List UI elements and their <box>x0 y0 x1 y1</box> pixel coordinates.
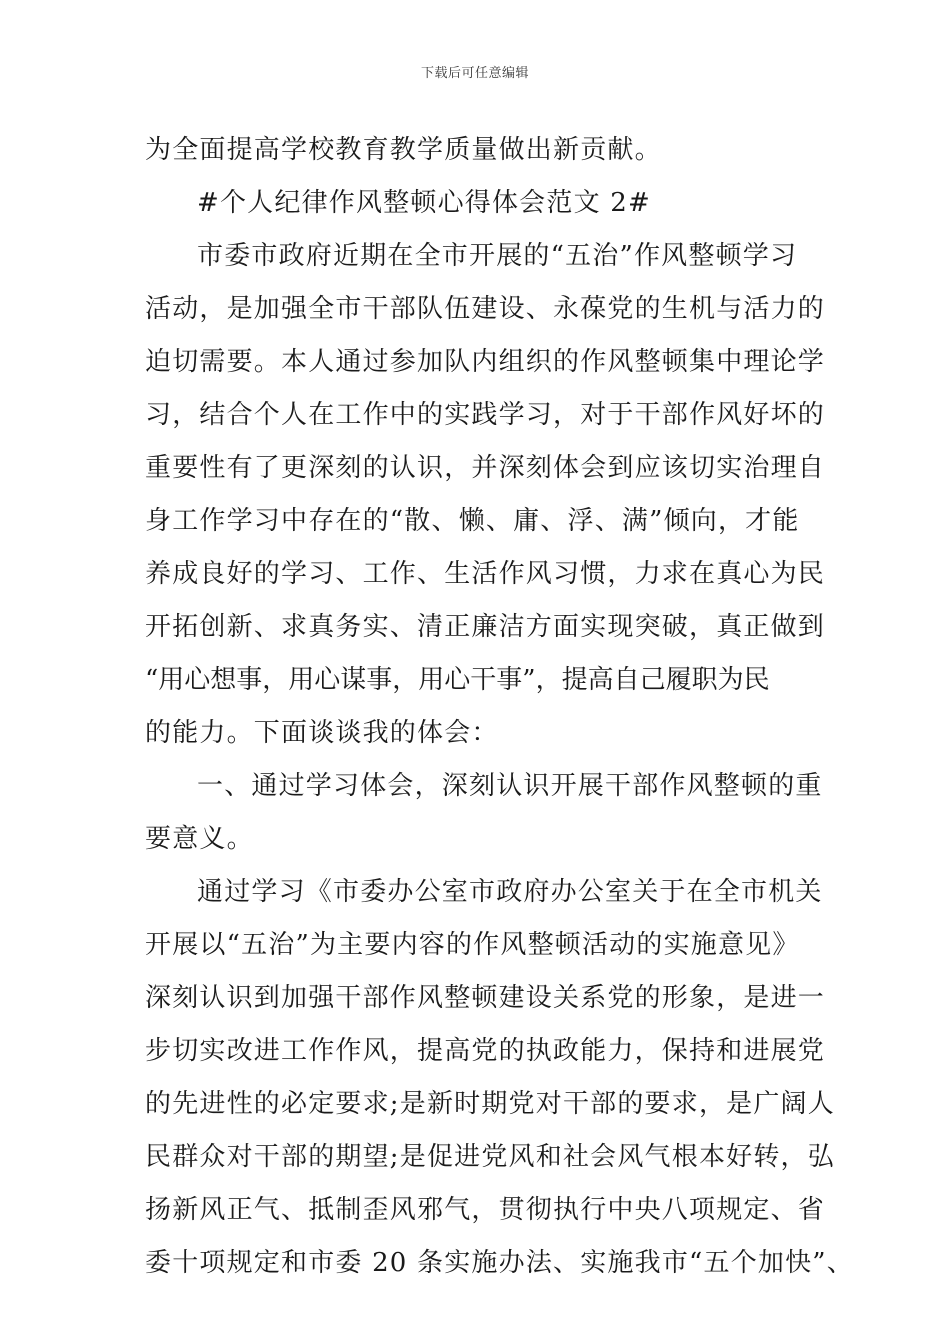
paragraph-line: 习，结合个人在工作中的实践学习，对于干部作风好坏的 <box>145 400 826 430</box>
paragraph-line: 的先进性的必定要求;是新时期党对干部的要求，是广阔人 <box>145 1089 835 1119</box>
paragraph-line: 民群众对干部的期望;是促进党风和社会风气根本好转，弘 <box>145 1142 835 1172</box>
paragraph-line: 扬新风正气、抵制歪风邪气，贯彻执行中央八项规定、省 <box>145 1195 826 1225</box>
paragraph-line: 养成良好的学习、工作、生活作风习惯，力求在真心为民 <box>145 559 826 589</box>
paragraph-line: 委十项规定和市委 20 条实施办法、实施我市“五个加快”、 <box>145 1248 854 1278</box>
paragraph-line: 的能力。下面谈谈我的体会： <box>145 718 499 748</box>
paragraph-line: 活动，是加强全市干部队伍建设、永葆党的生机与活力的 <box>145 294 826 324</box>
subheading-line: 要意义。 <box>145 824 254 854</box>
paragraph-line: 开拓创新、求真务实、清正廉洁方面实现突破，真正做到 <box>145 612 826 642</box>
subheading-line: 一、通过学习体会，深刻认识开展干部作风整顿的重 <box>197 771 823 801</box>
paragraph-line: “用心想事，用心谋事，用心干事”，提高自己履职为民 <box>145 665 770 695</box>
paragraph-line: 迫切需要。本人通过参加队内组织的作风整顿集中理论学 <box>145 347 826 377</box>
paragraph-line: 深刻认识到加强干部作风整顿建设关系党的形象，是进一 <box>145 983 826 1013</box>
paragraph-line: 为全面提高学校教育教学质量做出新贡献。 <box>145 135 662 165</box>
paragraph-line: 身工作学习中存在的“散、懒、庸、浮、满”倾向，才能 <box>145 506 800 536</box>
paragraph-line: 市委市政府近期在全市开展的“五治”作风整顿学习 <box>197 241 798 271</box>
document-body <box>145 124 854 1290</box>
section-heading: #个人纪律作风整顿心得体会范文 2# <box>197 188 651 218</box>
paragraph-line: 重要性有了更深刻的认识，并深刻体会到应该切实治理自 <box>145 453 826 483</box>
paragraph-line: 通过学习《市委办公室市政府办公室关于在全市机关 <box>197 877 823 907</box>
page-header-note: 下载后可任意编辑 <box>420 66 529 81</box>
paragraph-line: 步切实改进工作作风，提高党的执政能力，保持和进展党 <box>145 1036 826 1066</box>
paragraph-line: 开展以“五治”为主要内容的作风整顿活动的实施意见》 <box>145 930 800 960</box>
